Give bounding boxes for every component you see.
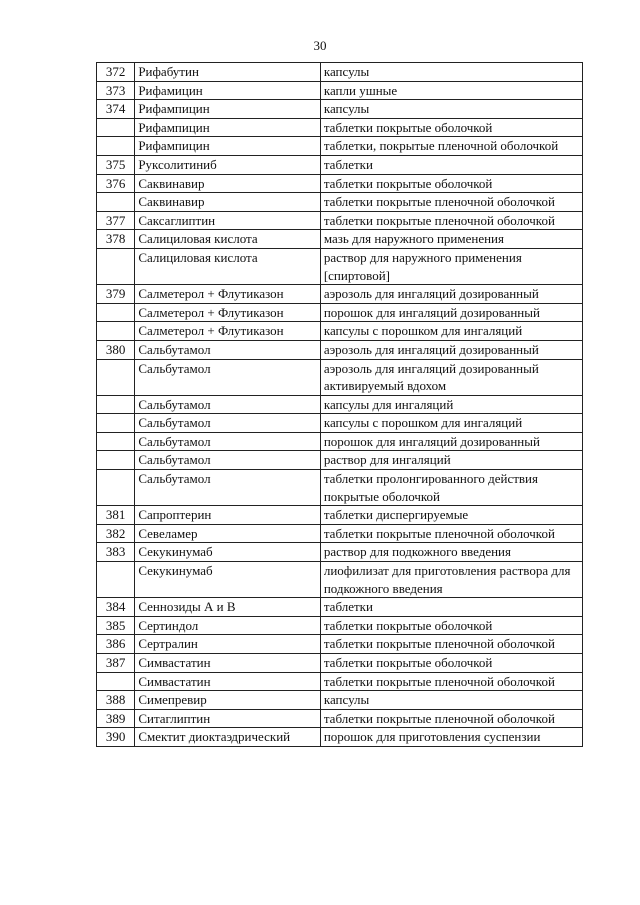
drug-table-body	[97, 63, 583, 747]
drug-name: Рифампицин	[135, 100, 321, 119]
table-row	[97, 414, 583, 433]
drug-name: Сальбутамол	[135, 359, 321, 395]
drug-name: Саквинавир	[135, 174, 321, 193]
row-number	[97, 672, 135, 691]
drug-name: Симвастатин	[135, 672, 321, 691]
table-row	[97, 470, 583, 506]
dosage-form: таблетки покрытые пленочной оболочкой	[320, 709, 582, 728]
row-number	[97, 193, 135, 212]
drug-name: Сальбутамол	[135, 414, 321, 433]
row-number: 378	[97, 230, 135, 249]
table-row	[97, 81, 583, 100]
row-number	[97, 395, 135, 414]
dosage-form: таблетки покрытые оболочкой	[320, 118, 582, 137]
table-row	[97, 118, 583, 137]
row-number: 375	[97, 155, 135, 174]
table-row	[97, 432, 583, 451]
dosage-form: таблетки покрытые пленочной оболочкой	[320, 524, 582, 543]
table-row	[97, 193, 583, 212]
table-row	[97, 672, 583, 691]
table-row	[97, 709, 583, 728]
drug-name: Рифабутин	[135, 63, 321, 82]
dosage-form: капли ушные	[320, 81, 582, 100]
table-row	[97, 303, 583, 322]
drug-name: Рифампицин	[135, 137, 321, 156]
dosage-form: порошок для ингаляций дозированный	[320, 432, 582, 451]
row-number: 372	[97, 63, 135, 82]
row-number	[97, 359, 135, 395]
row-number: 386	[97, 635, 135, 654]
table-row	[97, 100, 583, 119]
dosage-form: капсулы с порошком для ингаляций	[320, 322, 582, 341]
row-number	[97, 322, 135, 341]
table-row	[97, 395, 583, 414]
dosage-form: аэрозоль для ингаляций дозированный	[320, 285, 582, 304]
dosage-form: порошок для приготовления суспензии	[320, 728, 582, 747]
drug-name: Салметерол + Флутиказон	[135, 285, 321, 304]
dosage-form: капсулы с порошком для ингаляций	[320, 414, 582, 433]
dosage-form: таблетки диспергируемые	[320, 506, 582, 525]
table-row	[97, 562, 583, 598]
drug-name: Симвастатин	[135, 654, 321, 673]
table-row	[97, 598, 583, 617]
table-row	[97, 230, 583, 249]
dosage-form: капсулы	[320, 63, 582, 82]
dosage-form: аэрозоль для ингаляций дозированный активируемый вдохом	[320, 359, 582, 395]
row-number: 379	[97, 285, 135, 304]
row-number: 374	[97, 100, 135, 119]
row-number	[97, 137, 135, 156]
table-row	[97, 137, 583, 156]
table-row	[97, 543, 583, 562]
row-number: 377	[97, 211, 135, 230]
row-number: 390	[97, 728, 135, 747]
row-number	[97, 414, 135, 433]
table-row	[97, 322, 583, 341]
dosage-form: таблетки покрытые оболочкой	[320, 616, 582, 635]
row-number	[97, 470, 135, 506]
drug-name: Сапроптерин	[135, 506, 321, 525]
table-row	[97, 506, 583, 525]
dosage-form: таблетки, покрытые пленочной оболочкой	[320, 137, 582, 156]
dosage-form: таблетки покрытые пленочной оболочкой	[320, 193, 582, 212]
row-number: 389	[97, 709, 135, 728]
dosage-form: капсулы	[320, 100, 582, 119]
drug-name: Сальбутамол	[135, 451, 321, 470]
drug-name: Сертралин	[135, 635, 321, 654]
dosage-form: капсулы для ингаляций	[320, 395, 582, 414]
drug-name: Сальбутамол	[135, 395, 321, 414]
drug-name: Сальбутамол	[135, 470, 321, 506]
row-number: 373	[97, 81, 135, 100]
dosage-form: таблетки покрытые пленочной оболочкой	[320, 672, 582, 691]
drug-name: Салметерол + Флутиказон	[135, 322, 321, 341]
row-number: 388	[97, 691, 135, 710]
row-number: 381	[97, 506, 135, 525]
table-row	[97, 616, 583, 635]
row-number: 387	[97, 654, 135, 673]
row-number	[97, 118, 135, 137]
dosage-form: порошок для ингаляций дозированный	[320, 303, 582, 322]
page-number: 30	[313, 38, 327, 53]
drug-name: Салициловая кислота	[135, 248, 321, 284]
dosage-form: таблетки	[320, 155, 582, 174]
row-number: 384	[97, 598, 135, 617]
row-number	[97, 432, 135, 451]
table-row	[97, 691, 583, 710]
dosage-form: таблетки покрытые пленочной оболочкой	[320, 635, 582, 654]
drug-name: Смектит диоктаэдрический	[135, 728, 321, 747]
row-number	[97, 303, 135, 322]
dosage-form: раствор для подкожного введения	[320, 543, 582, 562]
drug-table	[96, 62, 583, 747]
drug-name: Секукинумаб	[135, 562, 321, 598]
dosage-form: таблетки покрытые пленочной оболочкой	[320, 211, 582, 230]
dosage-form: таблетки покрытые оболочкой	[320, 174, 582, 193]
dosage-form: лиофилизат для приготовления раствора для подкожного введения	[320, 562, 582, 598]
drug-name: Сальбутамол	[135, 340, 321, 359]
row-number: 383	[97, 543, 135, 562]
drug-name: Севеламер	[135, 524, 321, 543]
row-number: 376	[97, 174, 135, 193]
drug-name: Рифамицин	[135, 81, 321, 100]
table-row	[97, 524, 583, 543]
table-row	[97, 728, 583, 747]
table-row	[97, 285, 583, 304]
table-row	[97, 340, 583, 359]
row-number: 385	[97, 616, 135, 635]
drug-name: Саквинавир	[135, 193, 321, 212]
table-row	[97, 63, 583, 82]
table-row	[97, 174, 583, 193]
drug-name: Сальбутамол	[135, 432, 321, 451]
table-row	[97, 635, 583, 654]
row-number	[97, 451, 135, 470]
drug-name: Секукинумаб	[135, 543, 321, 562]
table-row	[97, 248, 583, 284]
dosage-form: капсулы	[320, 691, 582, 710]
drug-name: Салициловая кислота	[135, 230, 321, 249]
dosage-form: таблетки пролонгированного действия покрытые оболочкой	[320, 470, 582, 506]
table-row	[97, 654, 583, 673]
drug-name: Ситаглиптин	[135, 709, 321, 728]
dosage-form: раствор для ингаляций	[320, 451, 582, 470]
drug-name: Сертиндол	[135, 616, 321, 635]
dosage-form: таблетки	[320, 598, 582, 617]
table-row	[97, 155, 583, 174]
dosage-form: аэрозоль для ингаляций дозированный	[320, 340, 582, 359]
row-number: 380	[97, 340, 135, 359]
drug-name: Салметерол + Флутиказон	[135, 303, 321, 322]
row-number	[97, 562, 135, 598]
drug-name: Симепревир	[135, 691, 321, 710]
table-row	[97, 451, 583, 470]
row-number	[97, 248, 135, 284]
row-number: 382	[97, 524, 135, 543]
table-row	[97, 359, 583, 395]
dosage-form: раствор для наружного применения [спиртовой]	[320, 248, 582, 284]
dosage-form: таблетки покрытые оболочкой	[320, 654, 582, 673]
drug-name: Сеннозиды А и В	[135, 598, 321, 617]
drug-name: Руксолитиниб	[135, 155, 321, 174]
dosage-form: мазь для наружного применения	[320, 230, 582, 249]
table-row	[97, 211, 583, 230]
drug-name: Рифампицин	[135, 118, 321, 137]
drug-name: Саксаглиптин	[135, 211, 321, 230]
